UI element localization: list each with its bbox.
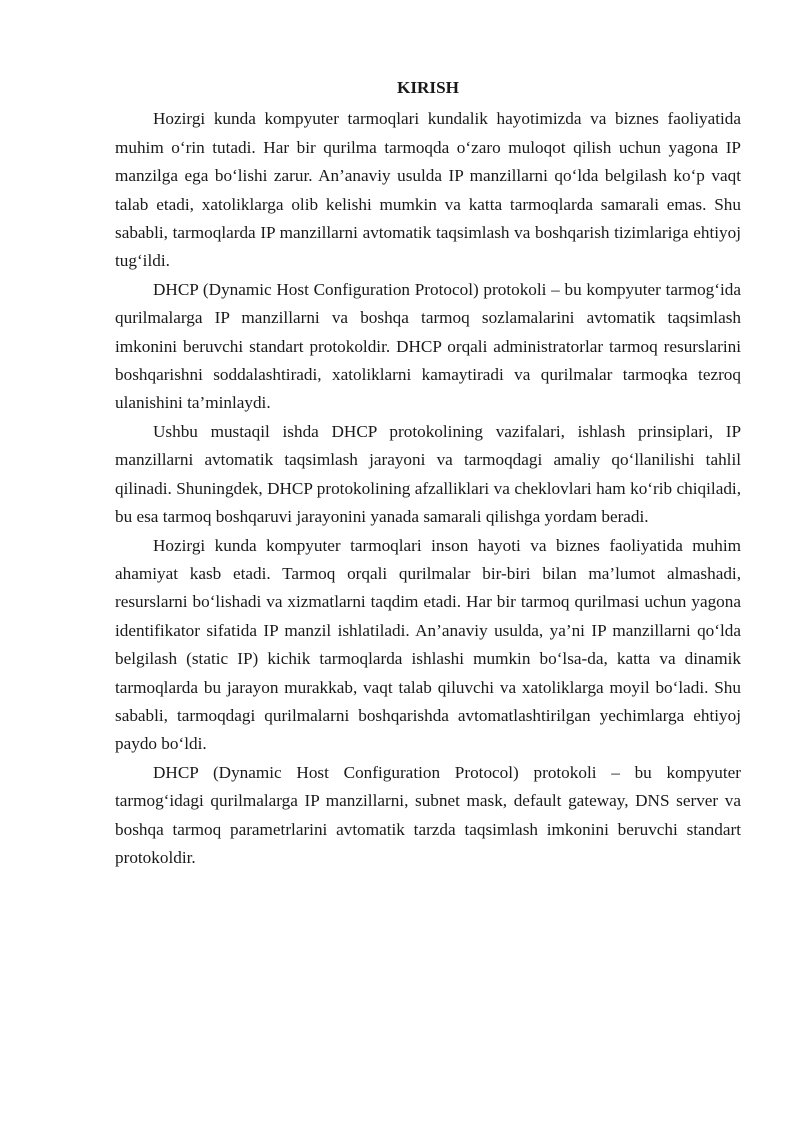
paragraph-dhcp-parameters: DHCP (Dynamic Host Configuration Protocol) protokoli – bu kompyuter tarmogʻidagi qurilmalarga IP manzillarni, subnet mask, default gateway, DNS server va boshqa tarmoq parametrlarini avtomatik tarzda taqsimlash imkonini beruvchi standart protokoldir. [115,762,741,867]
section-title: KIRISH [396,78,460,97]
document-body [115,74,741,872]
paragraph-dhcp-definition: DHCP (Dynamic Host Configuration Protocol) protokoli – bu kompyuter tarmogʻida qurilmalarga IP manzillarni va boshqa tarmoq sozlamalarini avtomatik taqsimlash imkonini beruvchi standart protokoldir. DHCP orqali administratorlar tarmoq resurslarini boshqarishni soddalashtiradi, xatoliklarni kamaytiradi va qurilmalar tarmoqka tezroq ulanishini ta’minlaydi. [115,279,741,413]
paragraph-intro: Hozirgi kunda kompyuter tarmoqlari kundalik hayotimizda va biznes faoliyatida muhim oʻrin tutadi. Har bir qurilma tarmoqda oʻzaro muloqot qilish uchun yagona IP manzilga ega boʻlishi zarur. An’anaviy usulda IP manzillarni qoʻlda belgilash koʻp vaqt talab etadi, xatoliklarga olib kelishi mumkin va katta tarmoqlarda samarali emas. Shu sababli, tarmoqlarda IP manzillarni avtomatik taqsimlash va boshqarish tizimlariga ehtiyoj tugʻildi. [115,109,741,271]
paragraph-networks-context: Hozirgi kunda kompyuter tarmoqlari inson hayoti va biznes faoliyatida muhim ahamiyat kasb etadi. Tarmoq orqali qurilmalar bir-biri bilan ma’lumot almashadi, resurslarni boʻlishadi va xizmatlarni taqdim etadi. Har bir tarmoq qurilmasi uchun yagona identifikator sifatida IP manzil ishlatiladi. An’anaviy usulda, ya’ni IP manzillarni qoʻlda belgilash (static IP) kichik tarmoqlarda ishlashi mumkin boʻlsa-da, katta va dinamik tarmoqlarda bu jarayon murakkab, vaqt talab qiluvchi va xatoliklarga moyil boʻladi. Shu sababli, tarmoqdagi qurilmalarni boshqarishda avtomatlashtirilgan yechimlarga ehtiyoj paydo boʻldi. [115,535,741,754]
paragraph-work-scope: Ushbu mustaqil ishda DHCP protokolining vazifalari, ishlash prinsiplari, IP manzillarni avtomatik taqsimlash jarayoni va tarmoqdagi amaliy qoʻllanilishi tahlil qilinadi. Shuningdek, DHCP protokolining afzalliklari va cheklovlari ham koʻrib chiqiladi, bu esa tarmoq boshqaruvi jarayonini yanada samarali qilishga yordam beradi. [115,421,741,527]
